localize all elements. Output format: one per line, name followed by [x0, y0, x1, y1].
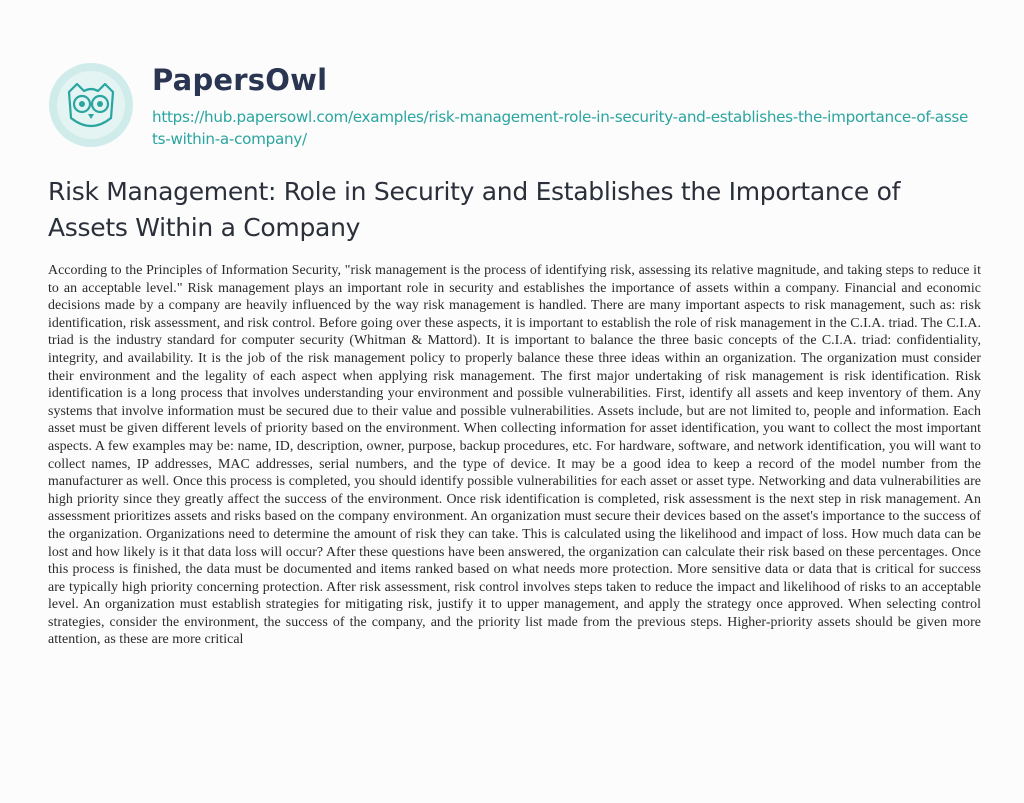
article-title: Risk Management: Role in Security and Establishes the Importance of Assets Within a Company	[48, 177, 901, 242]
source-url-link[interactable]: https://hub.papersowl.com/examples/risk-management-role-in-security-and-establishes-the-importance-of-assets-within-a-company/	[152, 108, 969, 148]
brand-name[interactable]: PapersOwl	[152, 63, 328, 97]
owl-logo-icon[interactable]	[48, 62, 134, 148]
article-body: According to the Principles of Information Security, "risk management is the process of identifying risk, assessing its relative magnitude, and taking steps to reduce it to an acceptable level." Risk management plays an important role in security and establishes the importance of assets within a company. Financial and economic decisions made by a company are heavily influenced by the way risk management is handled. There are many important aspects to risk management, such as: risk identification, risk assessment, and risk control. Before going over these aspects, it is important to establish the role of risk management in the C.I.A. triad. The C.I.A. triad is the industry standard for computer security (Whitman & Mattord). It is important to balance the three basic concepts of the C.I.A. triad: confidentiality, integrity, and availability. It is the job of the risk management policy to properly balance these three ideas within an organization. The organization must consider their environment and the legality of each aspect when applying risk management. The first major undertaking of risk management is risk identification. Risk identification is a long process that involves understanding your environment and possible vulnerabilities. First, identify all assets and keep inventory of them. Any systems that involve information must be secured due to their value and possible vulnerabilities. Assets include, but are not limited to, people and information. Each asset must be given different levels of priority based on the environment. When collecting information for asset identification, you want to collect the most important aspects. A few examples may be: name, ID, description, owner, purpose, backup procedures, etc. For hardware, software, and network identification, you will want to collect names, IP addresses, MAC addresses, serial numbers, and the type of device. It may be a good idea to keep a record of the model number from the manufacturer as well. Once this process is completed, you should identify possible vulnerabilities for each asset or asset type. Networking and data vulnerabilities are high priority since they greatly affect the success of the environment. Once risk identification is completed, risk assessment is the next step in risk management. An assessment prioritizes assets and risks based on the company environment. An organization must secure their devices based on the asset's importance to the success of the organization. Organizations need to determine the amount of risk they can take. This is calculated using the likelihood and impact of loss. How much data can be lost and how likely is it that data loss will occur? After these questions have been answered, the organization can calculate their risk based on these percentages. Once this process is finished, the data must be documented and items ranked based on what needs more protection. More sensitive data or data that is critical for success are typically high priority concerning protection. After risk assessment, risk control involves steps taken to reduce the impact and likelihood of risks to an acceptable level. An organization must establish strategies for mitigating risk, justify it to upper management, and apply the strategy once approved. When selecting control strategies, consider the environment, the success of the company, and the priority list made from the previous steps. Higher-priority assets should be given more attention, as these are more critical	[48, 263, 981, 648]
site-header	[48, 62, 988, 162]
